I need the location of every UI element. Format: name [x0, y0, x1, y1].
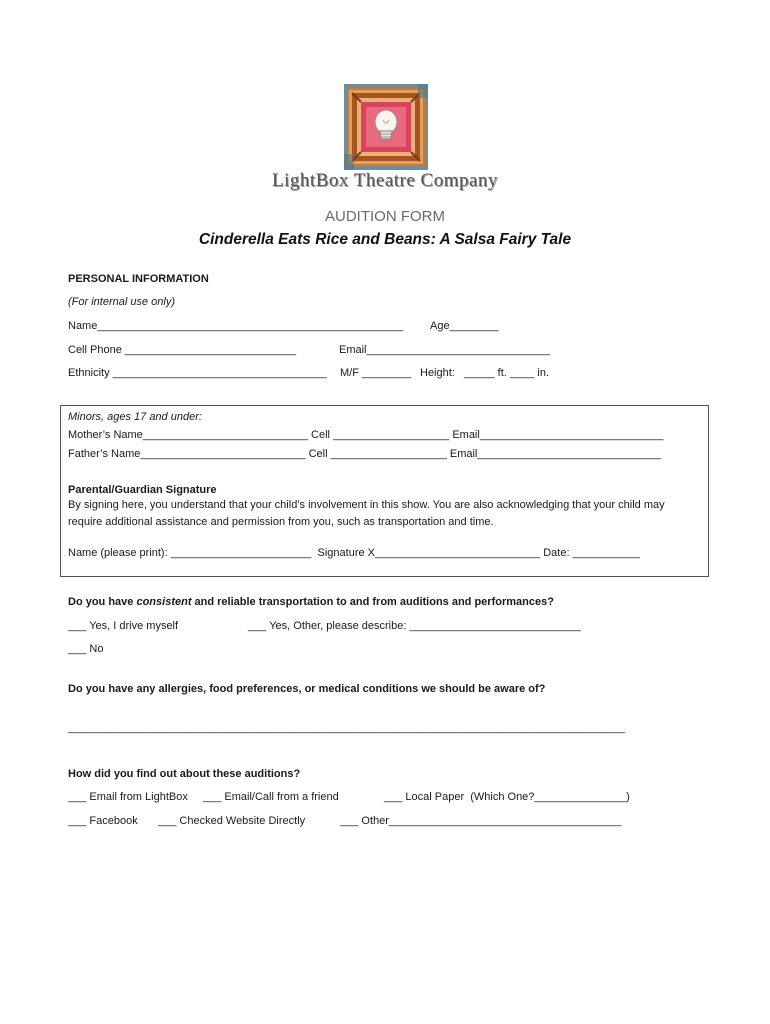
age-field[interactable]: Age________ [430, 320, 499, 332]
mother-info-field[interactable]: Mother’s Name___________________________ Cell ___________________ Email______________________________ [68, 429, 664, 441]
minors-heading: Minors, ages 17 and under: [68, 411, 202, 423]
sex-field[interactable]: M/F ________ [340, 367, 411, 379]
transport-option-other[interactable]: ___ Yes, Other, please describe: ____________________________ [248, 620, 581, 632]
source-option-friend[interactable]: ___ Email/Call from a friend [203, 791, 339, 803]
guardian-consent-text-1: By signing here, you understand that your child’s involvement in this show. You are also acknowledging that your child may [68, 499, 665, 511]
source-question: How did you find out about these auditions? [68, 768, 301, 780]
allergies-question: Do you have any allergies, food preferences, or medical conditions we should be aware of? [68, 683, 546, 695]
lightbulb-logo-icon [344, 84, 428, 170]
name-field[interactable]: Name__________________________________________________ [68, 320, 404, 332]
transport-question: Do you have consistent and reliable transportation to and from auditions and performances? [68, 596, 554, 608]
email-field[interactable]: Email______________________________ [339, 344, 551, 356]
father-info-field[interactable]: Father’s Name___________________________ Cell ___________________ Email______________________________ [68, 448, 661, 460]
guardian-consent-text-2: require additional assistance and permission from you, such as transportation and time. [68, 516, 494, 528]
ethnicity-field[interactable]: Ethnicity ___________________________________ [68, 367, 327, 379]
company-logo-text: LightBox Theatre Company [272, 170, 498, 191]
transport-option-drive[interactable]: ___ Yes, I drive myself [68, 620, 179, 632]
transport-option-no[interactable]: ___ No [68, 643, 104, 655]
guardian-signature-line[interactable]: Name (please print): _______________________ Signature X___________________________ Date: ___________ [68, 547, 640, 559]
form-title: AUDITION FORM [325, 208, 445, 225]
guardian-signature-heading: Parental/Guardian Signature [68, 484, 217, 496]
form-subtitle: Cinderella Eats Rice and Beans: A Salsa Fairy Tale [198, 231, 572, 248]
cell-phone-field[interactable]: Cell Phone ____________________________ [68, 344, 297, 356]
source-option-other[interactable]: ___ Other______________________________________ [340, 815, 622, 827]
personal-info-heading: PERSONAL INFORMATION [68, 273, 209, 285]
height-field[interactable]: Height: _____ ft. ____ in. [420, 367, 550, 379]
source-option-email[interactable]: ___ Email from LightBox [68, 791, 188, 803]
source-option-facebook[interactable]: ___ Facebook [68, 815, 138, 827]
source-option-paper[interactable]: ___ Local Paper (Which One?_______________) [384, 791, 630, 803]
internal-use-note: (For internal use only) [68, 296, 175, 308]
source-option-website[interactable]: ___ Checked Website Directly [158, 815, 306, 827]
allergies-answer-line[interactable]: ___________________________________________________________________________________________ [68, 722, 625, 734]
